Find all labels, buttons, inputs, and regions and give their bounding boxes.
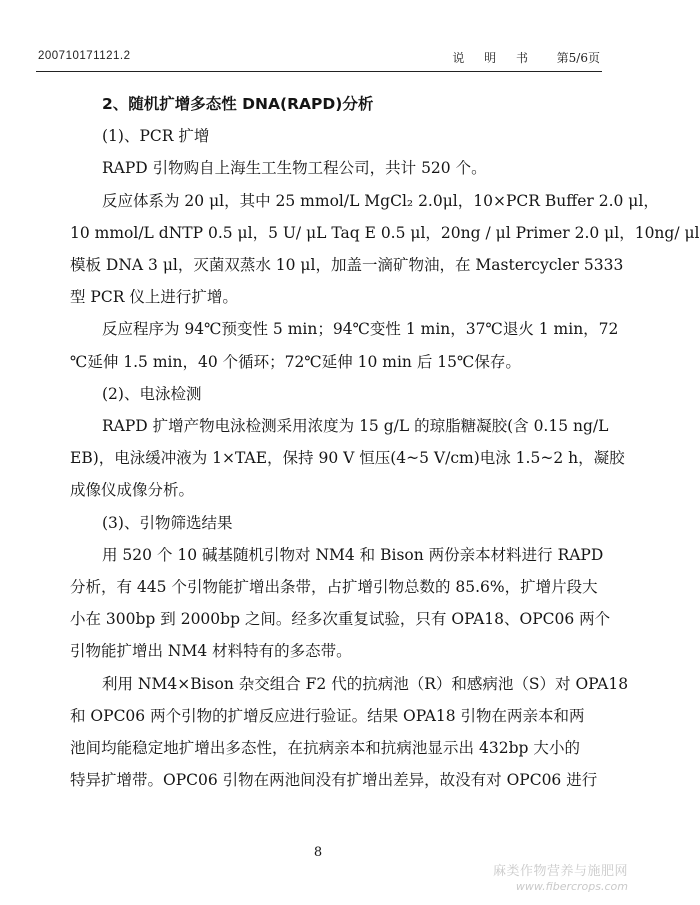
paragraph-line: 特异扩增带。OPC06 引物在两池间没有扩增出差异，故没有对 OPC06 进行 (70, 771, 598, 790)
watermark-text: 麻类作物营养与施肥网 (492, 864, 628, 879)
page-header (38, 46, 600, 66)
watermark-url: www.fibercrops.com (515, 880, 628, 893)
paragraph-line: 和 OPC06 两个引物的扩增反应进行验证。结果 OPA18 引物在两亲本和两 (70, 706, 585, 725)
paragraph-line: 分析，有 445 个引物能扩增出条带，占扩增引物总数的 85.6%，扩增片段大 (70, 578, 598, 597)
paragraph-line: 10 mmol/L dNTP 0.5 μl，5 U/ μL Taq E 0.5 μl，20ng / μl Primer 2.0 μl，10ng/ μl (70, 223, 700, 242)
paragraph-line: 引物能扩增出 NM4 材料特有的多态带。 (70, 642, 352, 661)
page-number: 8 (313, 845, 323, 860)
paragraph-line: 用 520 个 10 碱基随机引物对 NM4 和 Bison 两份亲本材料进行 RAPD (102, 545, 604, 564)
paragraph-line: 小在 300bp 到 2000bp 之间。经多次重复试验，只有 OPA18、OPC06 两个 (70, 610, 611, 629)
subsection-heading-primer-screening: (3)、引物筛选结果 (102, 513, 233, 532)
site-watermark (493, 864, 628, 894)
paragraph-line: RAPD 扩增产物电泳检测采用浓度为 15 g/L 的琼脂糖凝胶(含 0.15 ng/L (102, 417, 609, 436)
paragraph-line: 利用 NM4×Bison 杂交组合 F2 代的抗病池（R）和感病池（S）对 OPA18 (102, 674, 629, 693)
paragraph-line: 模板 DNA 3 μl，灭菌双蒸水 10 μl，加盖一滴矿物油，在 Mastercycler 5333 (70, 256, 624, 275)
subsection-heading-electrophoresis: (2)、电泳检测 (102, 384, 202, 403)
subsection-heading-pcr: (1)、PCR 扩增 (102, 127, 210, 146)
paragraph-line: ℃延伸 1.5 min，40 个循环；72℃延伸 10 min 后 15℃保存。 (70, 352, 521, 371)
document-type: 说 明 书 (452, 51, 536, 65)
paragraph-line: 成像仪成像分析。 (70, 481, 195, 500)
header-divider (36, 71, 602, 72)
section-title: 2、随机扩增多态性 DNA(RAPD)分析 (102, 95, 374, 113)
document-number: 200710171121.2 (38, 50, 131, 62)
paragraph-line: 型 PCR 仪上进行扩增。 (70, 288, 238, 307)
document-body (70, 88, 700, 796)
paragraph-line: EB)，电泳缓冲液为 1×TAE，保持 90 V 恒压(4~5 V/cm)电泳 1.5~2 h，凝胶 (70, 449, 625, 468)
paragraph-line: 反应体系为 20 μl，其中 25 mmol/L MgCl₂ 2.0μl，10×PCR Buffer 2.0 μl， (102, 191, 659, 210)
page-info: 第5/6页 (556, 51, 600, 65)
paragraph-line: RAPD 引物购自上海生工生物工程公司，共计 520 个。 (102, 159, 487, 178)
paragraph-line: 反应程序为 94℃预变性 5 min；94℃变性 1 min，37℃退火 1 min，72 (102, 320, 619, 339)
paragraph-line: 池间均能稳定地扩增出多态性，在抗病亲本和抗病池显示出 432bp 大小的 (70, 739, 580, 758)
